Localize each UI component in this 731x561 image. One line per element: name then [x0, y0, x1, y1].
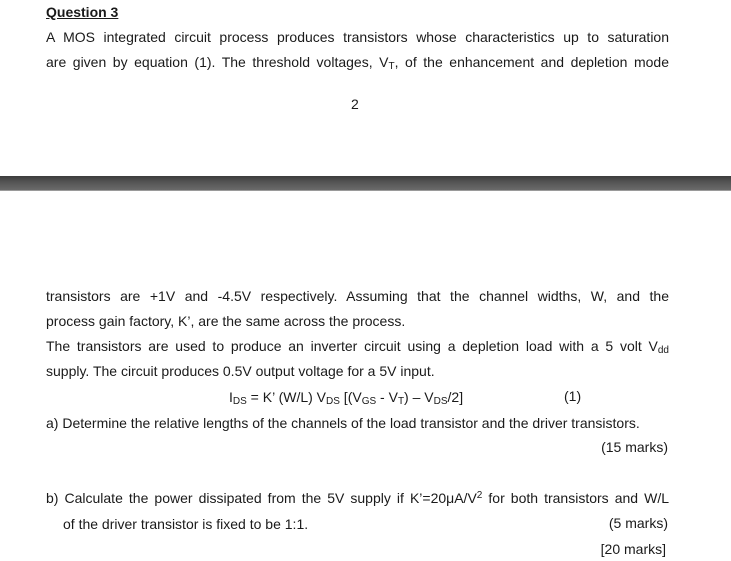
subscript: T: [397, 396, 405, 407]
eq-text: - V: [376, 389, 398, 405]
text-run: , of the enhancement and depletion mode: [394, 54, 669, 70]
question-part-a: a) Determine the relative lengths of the channels of the load transistor and the driver transistors.: [46, 415, 640, 431]
eq-text: = K’ (W/L) V: [246, 389, 327, 405]
subscript: DS: [433, 396, 448, 407]
paragraph-line: A MOS integrated circuit process produces transistors whose characteristics up to saturation: [46, 29, 669, 45]
superscript: 2: [476, 490, 483, 501]
text-run: are given by equation (1). The threshold voltages, V: [46, 54, 389, 70]
eq-text: ) – V: [404, 389, 434, 405]
eq-text: /2]: [447, 389, 464, 405]
paragraph-line: [46, 53, 669, 71]
eq-text: I: [229, 389, 233, 405]
page-number: 2: [351, 96, 359, 112]
marks-part-a: (15 marks): [601, 439, 668, 455]
subscript: DS: [232, 396, 247, 407]
question-title: Question 3: [46, 4, 119, 20]
paragraph-line: [46, 337, 669, 355]
paragraph-line: transistors are +1V and -4.5V respectively. Assuming that the channel widths, W, and the: [46, 288, 669, 304]
paragraph-line: supply. The circuit produces 0.5V output voltage for a 5V input.: [46, 363, 435, 379]
equation: [229, 388, 463, 406]
text-run: The transistors are used to produce an inverter circuit using a depletion load with a 5 volt V: [46, 338, 658, 354]
question-part-b: [46, 489, 669, 507]
paragraph-line: process gain factory, K’, are the same across the process.: [46, 313, 406, 329]
equation-number: (1): [564, 388, 582, 404]
text-run: b) Calculate the power dissipated from the 5V supply if K’=20μA/V: [46, 490, 477, 506]
text-run: for both transistors and W/L: [482, 490, 669, 506]
total-marks: [20 marks]: [600, 541, 666, 557]
question-part-b-line2: of the driver transistor is fixed to be 1:1.: [63, 516, 309, 532]
subscript: T: [388, 61, 395, 72]
subscript: DS: [326, 396, 340, 407]
eq-text: [(V: [339, 389, 362, 405]
subscript: GS: [361, 396, 377, 407]
page-break-divider: [0, 176, 731, 191]
subscript: dd: [657, 345, 669, 356]
marks-part-b: (5 marks): [608, 515, 668, 531]
